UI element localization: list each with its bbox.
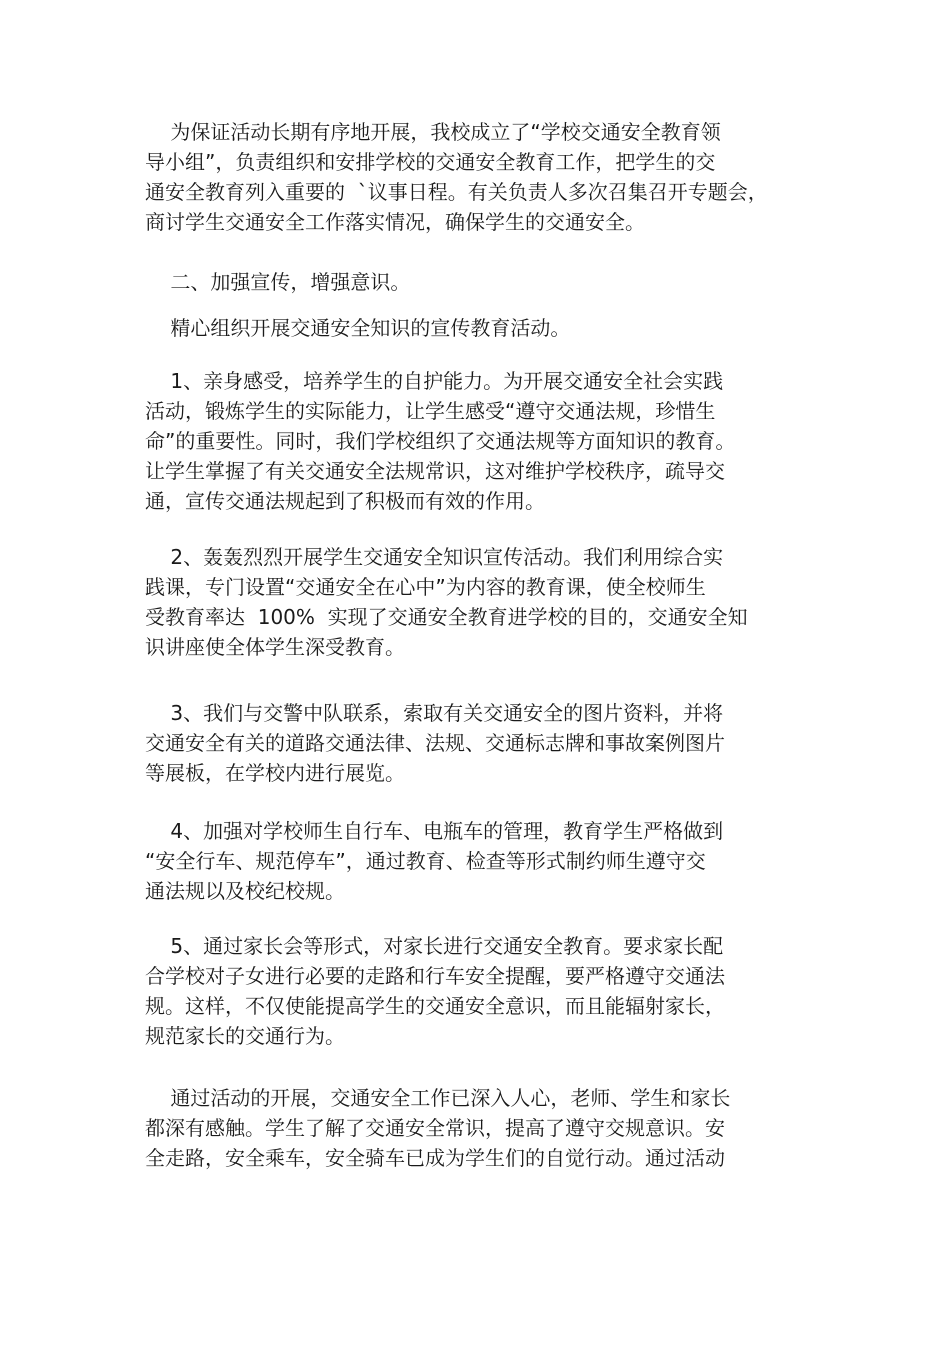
text-line: 2、轰轰烈烈开展学生交通安全知识宣传活动。我们利用综合实: [145, 545, 724, 569]
text-line: 通安全教育列入重要的 `议事日程。有关负责人多次召集召开专题会，: [145, 180, 768, 204]
paragraph-item-5: [145, 931, 725, 1051]
text-line: 合学校对子女进行必要的走路和行车安全提醒，要严格遵守交通法: [145, 964, 725, 988]
text-line: 4、加强对学校师生自行车、电瓶车的管理，教育学生严格做到: [145, 819, 724, 843]
text-line: 活动，锻炼学生的实际能力，让学生感受“遵守交通法规，珍惜生: [145, 399, 716, 423]
text-line: 都深有感触。学生了解了交通安全常识，提高了遵守交规意识。安: [145, 1116, 725, 1140]
paragraph-conclusion: [145, 1083, 730, 1173]
text-line: 践课，专门设置“交通安全在心中”为内容的教育课，使全校师生: [145, 575, 706, 599]
text-line: 5、通过家长会等形式，对家长进行交通安全教育。要求家长配: [145, 934, 724, 958]
text-line: 规范家长的交通行为。: [145, 1024, 345, 1048]
text-line: 通，宣传交通法规起到了积极而有效的作用。: [145, 489, 545, 513]
text-line: 通过活动的开展，交通安全工作已深入人心，老师、学生和家长: [145, 1086, 731, 1110]
section-heading-publicity: [145, 267, 410, 297]
text-line: 通法规以及校纪校规。: [145, 879, 345, 903]
text-line: 让学生掌握了有关交通安全法规常识，这对维护学校秩序，疏导交: [145, 459, 725, 483]
paragraph-intro: [145, 313, 570, 343]
text-line: 精心组织开展交通安全知识的宣传教育活动。: [145, 316, 571, 340]
section-heading: 二、加强宣传，增强意识。: [145, 270, 411, 294]
text-line: 1、亲身感受，培养学生的自护能力。为开展交通安全社会实践: [145, 369, 724, 393]
text-line: 商讨学生交通安全工作落实情况，确保学生的交通安全。: [145, 210, 645, 234]
paragraph-leadership-group: [145, 117, 768, 237]
text-line: 规。这样，不仅使能提高学生的交通安全意识，而且能辐射家长，: [145, 994, 725, 1018]
text-line: 全走路，安全乘车，安全骑车已成为学生们的自觉行动。通过活动: [145, 1146, 725, 1170]
paragraph-item-2: [145, 542, 748, 662]
text-line: 导小组”，负责组织和安排学校的交通安全教育工作，把学生的交: [145, 150, 716, 174]
text-line: 受教育率达 100% 实现了交通安全教育进学校的目的，交通安全知: [145, 605, 748, 629]
text-line: 交通安全有关的道路交通法律、法规、交通标志牌和事故案例图片: [145, 731, 725, 755]
text-line: 为保证活动长期有序地开展，我校成立了“学校交通安全教育领: [145, 120, 721, 144]
paragraph-item-3: [145, 698, 725, 788]
paragraph-item-4: [145, 816, 723, 906]
text-line: “安全行车、规范停车”，通过教育、检查等形式制约师生遵守交: [145, 849, 706, 873]
text-line: 等展板，在学校内进行展览。: [145, 761, 405, 785]
text-line: 命”的重要性。同时，我们学校组织了交通法规等方面知识的教育。: [145, 429, 736, 453]
paragraph-item-1: [145, 366, 735, 516]
text-line: 3、我们与交警中队联系，索取有关交通安全的图片资料，并将: [145, 701, 724, 725]
text-line: 识讲座使全体学生深受教育。: [145, 635, 405, 659]
